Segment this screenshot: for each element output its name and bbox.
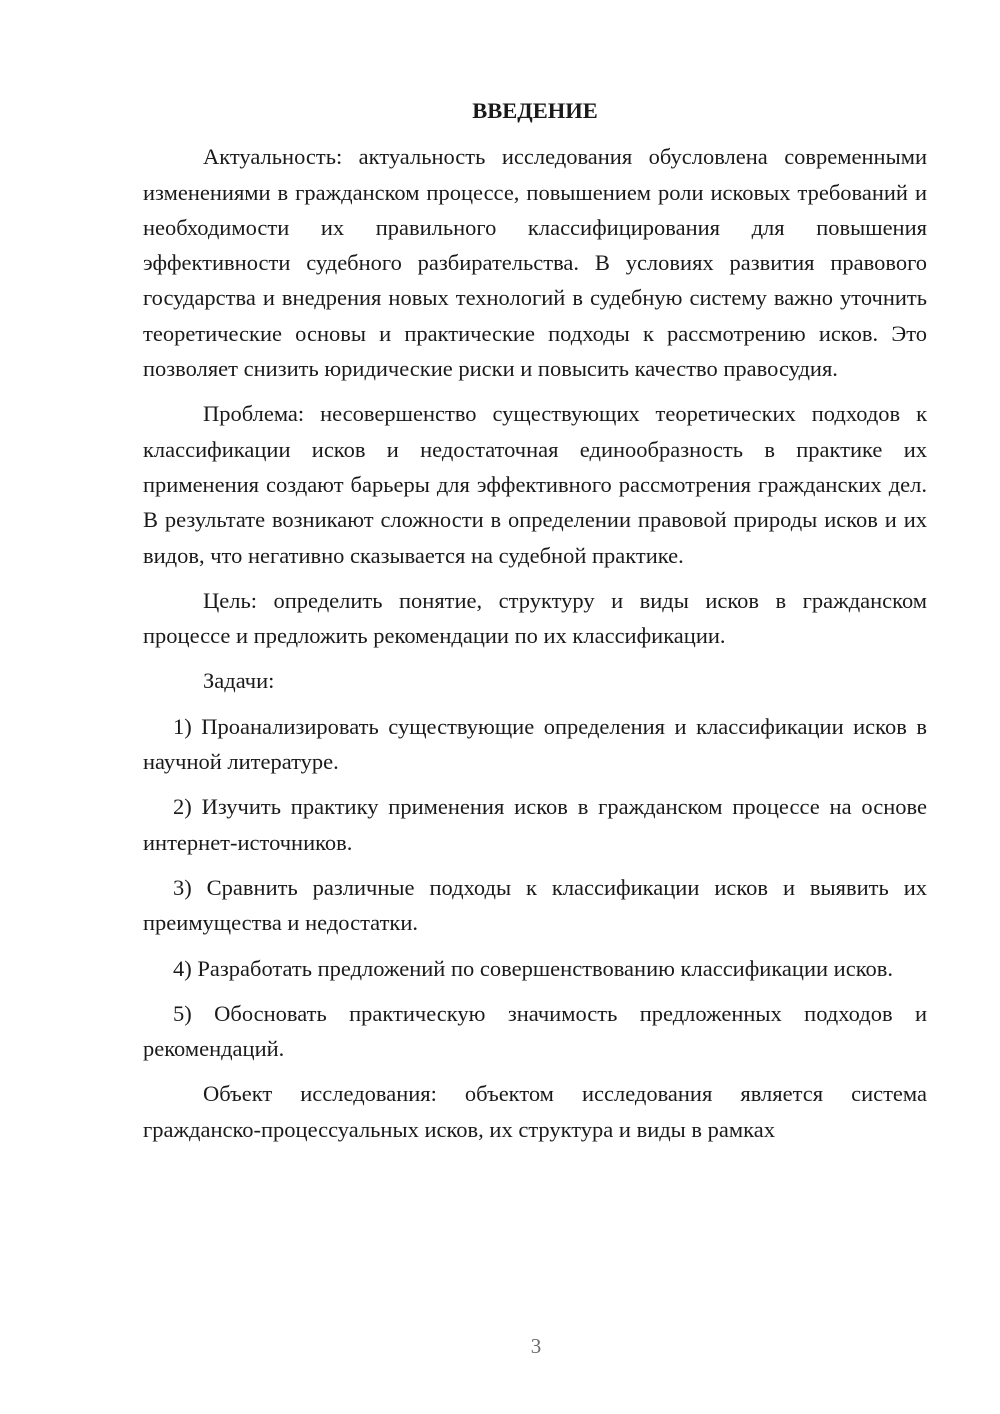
task-item-2: 2) Изучить практику применения исков в гражданском процессе на основе интернет-источников. [143, 794, 927, 855]
page-content [143, 93, 927, 1157]
tasks-label: Задачи: [203, 668, 275, 694]
paragraph-problem: Проблема: несовершенство существующих теоретических подходов к классификации исков и недостаточная единообразность в практике их применения создают барьеры для эффективного рассмотрения гражданских дел. В результате возникают сложности в определении правовой природы исков и их видов, что негативно сказывается на судебной практике. [143, 401, 927, 568]
paragraph-relevance: Актуальность: актуальность исследования обусловлена современными изменениями в гражданском процессе, повышением роли исковых требований и необходимости их правильного классифицирования для повышения эффективности судебного разбирательства. В условиях развития правового государства и внедрения новых технологий в судебную систему важно уточнить теоретические основы и практические подходы к рассмотрению исков. Это позволяет снизить юридические риски и повысить качество правосудия. [143, 144, 927, 382]
task-item-1: 1) Проанализировать существующие определения и классификации исков в научной литературе. [143, 713, 927, 775]
paragraph-goal: Цель: определить понятие, структуру и виды исков в гражданском процессе и предложить рекомендации по их классификации. [143, 587, 927, 649]
paragraph-object: Объект исследования: объектом исследования является система гражданско-процессуальных исков, их структура и виды в рамках [143, 1081, 927, 1142]
task-item-4: 4) Разработать предложений по совершенствованию классификации исков. [173, 955, 893, 981]
section-heading: ВВЕДЕНИЕ [472, 98, 598, 123]
task-item-5: 5) Обосновать практическую значимость предложенных подходов и рекомендаций. [143, 1000, 927, 1062]
task-item-3: 3) Сравнить различные подходы к классификации исков и выявить их преимущества и недостатки. [143, 874, 927, 936]
page-number: 3 [530, 1334, 542, 1358]
